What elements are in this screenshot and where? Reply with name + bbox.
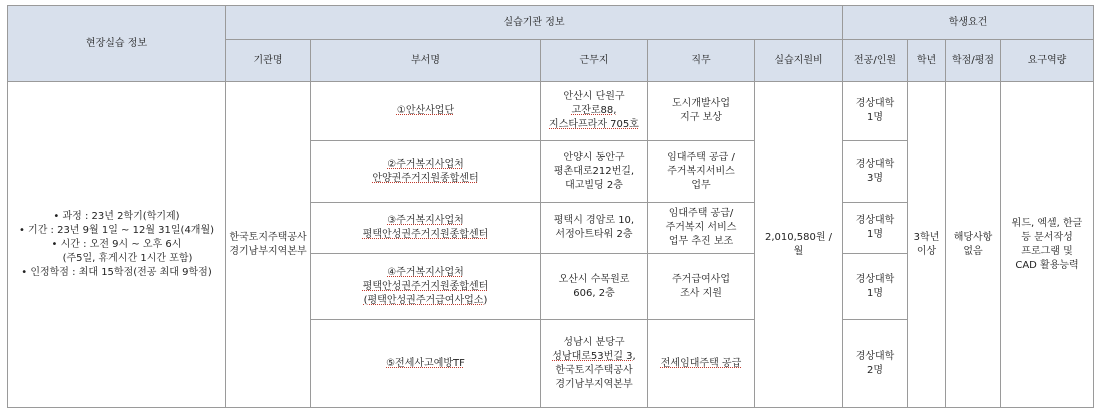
institution-name-cell: [226, 82, 311, 408]
competency-line: 워드, 엑셀, 한글: [1011, 217, 1083, 229]
workplace-line: 한국토지주택공사: [555, 364, 633, 376]
major-count-cell: [843, 320, 908, 408]
count-line: 3명: [867, 172, 884, 184]
competency-line: CAD 활용능력: [1015, 259, 1079, 271]
department-line: ③주거복지사업처: [387, 215, 464, 226]
department-line: 안양권주거지원종합센터: [372, 172, 479, 184]
workplace-line: 오산시 수목원로: [558, 273, 630, 285]
competency-line: 프로그램 및: [1021, 245, 1073, 257]
credits-line: 해당사항: [953, 231, 993, 243]
workplace-line: 606, 2층: [573, 287, 615, 299]
grade-line: 이상: [916, 245, 937, 257]
workplace-line: 경기남부지역본부: [555, 378, 633, 390]
competency-cell: [1001, 82, 1094, 408]
workplace-line: 대고빌딩 2층: [565, 179, 623, 191]
header-field-info: 현장실습 정보: [8, 6, 226, 82]
header-institution-name: 기관명: [226, 40, 311, 82]
competency-line: 등 문서작성: [1021, 231, 1073, 243]
header-support-fee: 실습지원비: [755, 40, 843, 82]
workplace-line: 지스타프라자 705호: [549, 119, 639, 130]
department-line: ⑤전세사고예방TF: [386, 357, 465, 369]
count-line: 1명: [867, 229, 884, 240]
duty-line: 업무: [691, 179, 711, 191]
workplace-line: 성남시 분당구: [563, 336, 625, 348]
header-workplace: 근무지: [541, 40, 648, 82]
workplace-line: 서정아트타워 2층: [555, 229, 633, 240]
duty-line: 주거급여사업: [672, 273, 730, 285]
department-line: 평택안성권주거지원종합센터: [362, 229, 489, 240]
department-cell: [311, 254, 541, 320]
field-info-period: • 기간 : 23년 9월 1일 ~ 12월 31일(4개월): [18, 224, 215, 236]
duty-cell: [648, 203, 755, 254]
header-credits-gpa: 학점/평점: [946, 40, 1001, 82]
support-fee-line: 2,010,580원 /: [764, 231, 833, 243]
major-count-cell: [843, 254, 908, 320]
major-line: 경상대학: [855, 98, 895, 109]
workplace-line: 고잔로88,: [571, 105, 617, 116]
workplace-line: 평택시 경암로 10,: [553, 215, 635, 226]
department-cell: [311, 141, 541, 203]
workplace-cell: [541, 203, 648, 254]
workplace-cell: [541, 82, 648, 141]
field-info-time-note: (주5일, 휴게시간 1시간 포함): [62, 252, 193, 264]
department-line: (평택안성권주거급여사업소): [363, 294, 488, 306]
workplace-cell: [541, 141, 648, 203]
major-line: 경상대학: [855, 215, 895, 226]
grade-line: 3학년: [913, 231, 940, 243]
department-cell: [311, 82, 541, 141]
workplace-line: 안산시 단원구: [563, 91, 625, 102]
duty-line: 주거복지 서비스: [665, 222, 737, 233]
duty-line: 업무 추진 보조: [668, 236, 734, 247]
header-department: 부서명: [311, 40, 541, 82]
major-count-cell: [843, 82, 908, 141]
table-row: [8, 82, 1094, 141]
support-fee-cell: [755, 82, 843, 408]
header-competency: 요구역량: [1001, 40, 1094, 82]
workplace-line: 성남대로53번길 3,: [552, 350, 636, 362]
header-major-count: 전공/인원: [843, 40, 908, 82]
duty-cell: [648, 82, 755, 141]
header-grade: 학년: [908, 40, 946, 82]
field-info-cell: [8, 82, 226, 408]
department-line: ②주거복지사업처: [387, 158, 464, 170]
department-line: 평택안성권주거지원종합센터: [362, 280, 489, 292]
department-cell: [311, 320, 541, 408]
header-duty: 직무: [648, 40, 755, 82]
major-line: 경상대학: [855, 273, 895, 285]
workplace-line: 평촌대로212번길,: [553, 165, 635, 177]
workplace-cell: [541, 254, 648, 320]
duty-line: 지구 보상: [680, 112, 722, 123]
duty-line: 전세임대주택 공급: [660, 357, 742, 369]
workplace-cell: [541, 320, 648, 408]
count-line: 1명: [867, 112, 884, 123]
duty-cell: [648, 320, 755, 408]
workplace-line: 안양시 동안구: [563, 151, 625, 163]
field-info-course: • 과정 : 23년 2학기(학기제): [53, 210, 180, 222]
count-line: 2명: [867, 364, 884, 376]
duty-line: 임대주택 공급 /: [667, 151, 735, 163]
major-line: 경상대학: [855, 158, 895, 170]
institution-name-line: 경기남부지역본부: [229, 245, 307, 257]
major-line: 경상대학: [855, 350, 895, 362]
duty-line: 주거복지서비스: [667, 165, 735, 177]
support-fee-line: 월: [793, 245, 804, 257]
field-info-time: • 시간 : 오전 9시 ~ 오후 6시: [51, 238, 182, 250]
duty-line: 조사 지원: [680, 287, 722, 299]
department-cell: [311, 203, 541, 254]
credits-gpa-cell: [946, 82, 1001, 408]
field-info-credits: • 인정학점 : 최대 15학점(전공 최대 9학점): [21, 266, 212, 278]
internship-table: [7, 5, 1094, 408]
count-line: 1명: [867, 287, 884, 299]
major-count-cell: [843, 203, 908, 254]
duty-cell: [648, 254, 755, 320]
major-count-cell: [843, 141, 908, 203]
duty-cell: [648, 141, 755, 203]
duty-line: 도시개발사업: [672, 98, 730, 109]
department-line: ④주거복지사업처: [387, 266, 464, 278]
header-student-group: 학생요건: [843, 6, 1094, 40]
duty-line: 임대주택 공급/: [668, 208, 734, 219]
credits-line: 없음: [963, 245, 983, 257]
institution-name-line: 한국토지주택공사: [229, 231, 307, 243]
grade-cell: [908, 82, 946, 408]
header-institution-group: 실습기관 정보: [226, 6, 843, 40]
department-line: ①안산사업단: [396, 105, 455, 116]
